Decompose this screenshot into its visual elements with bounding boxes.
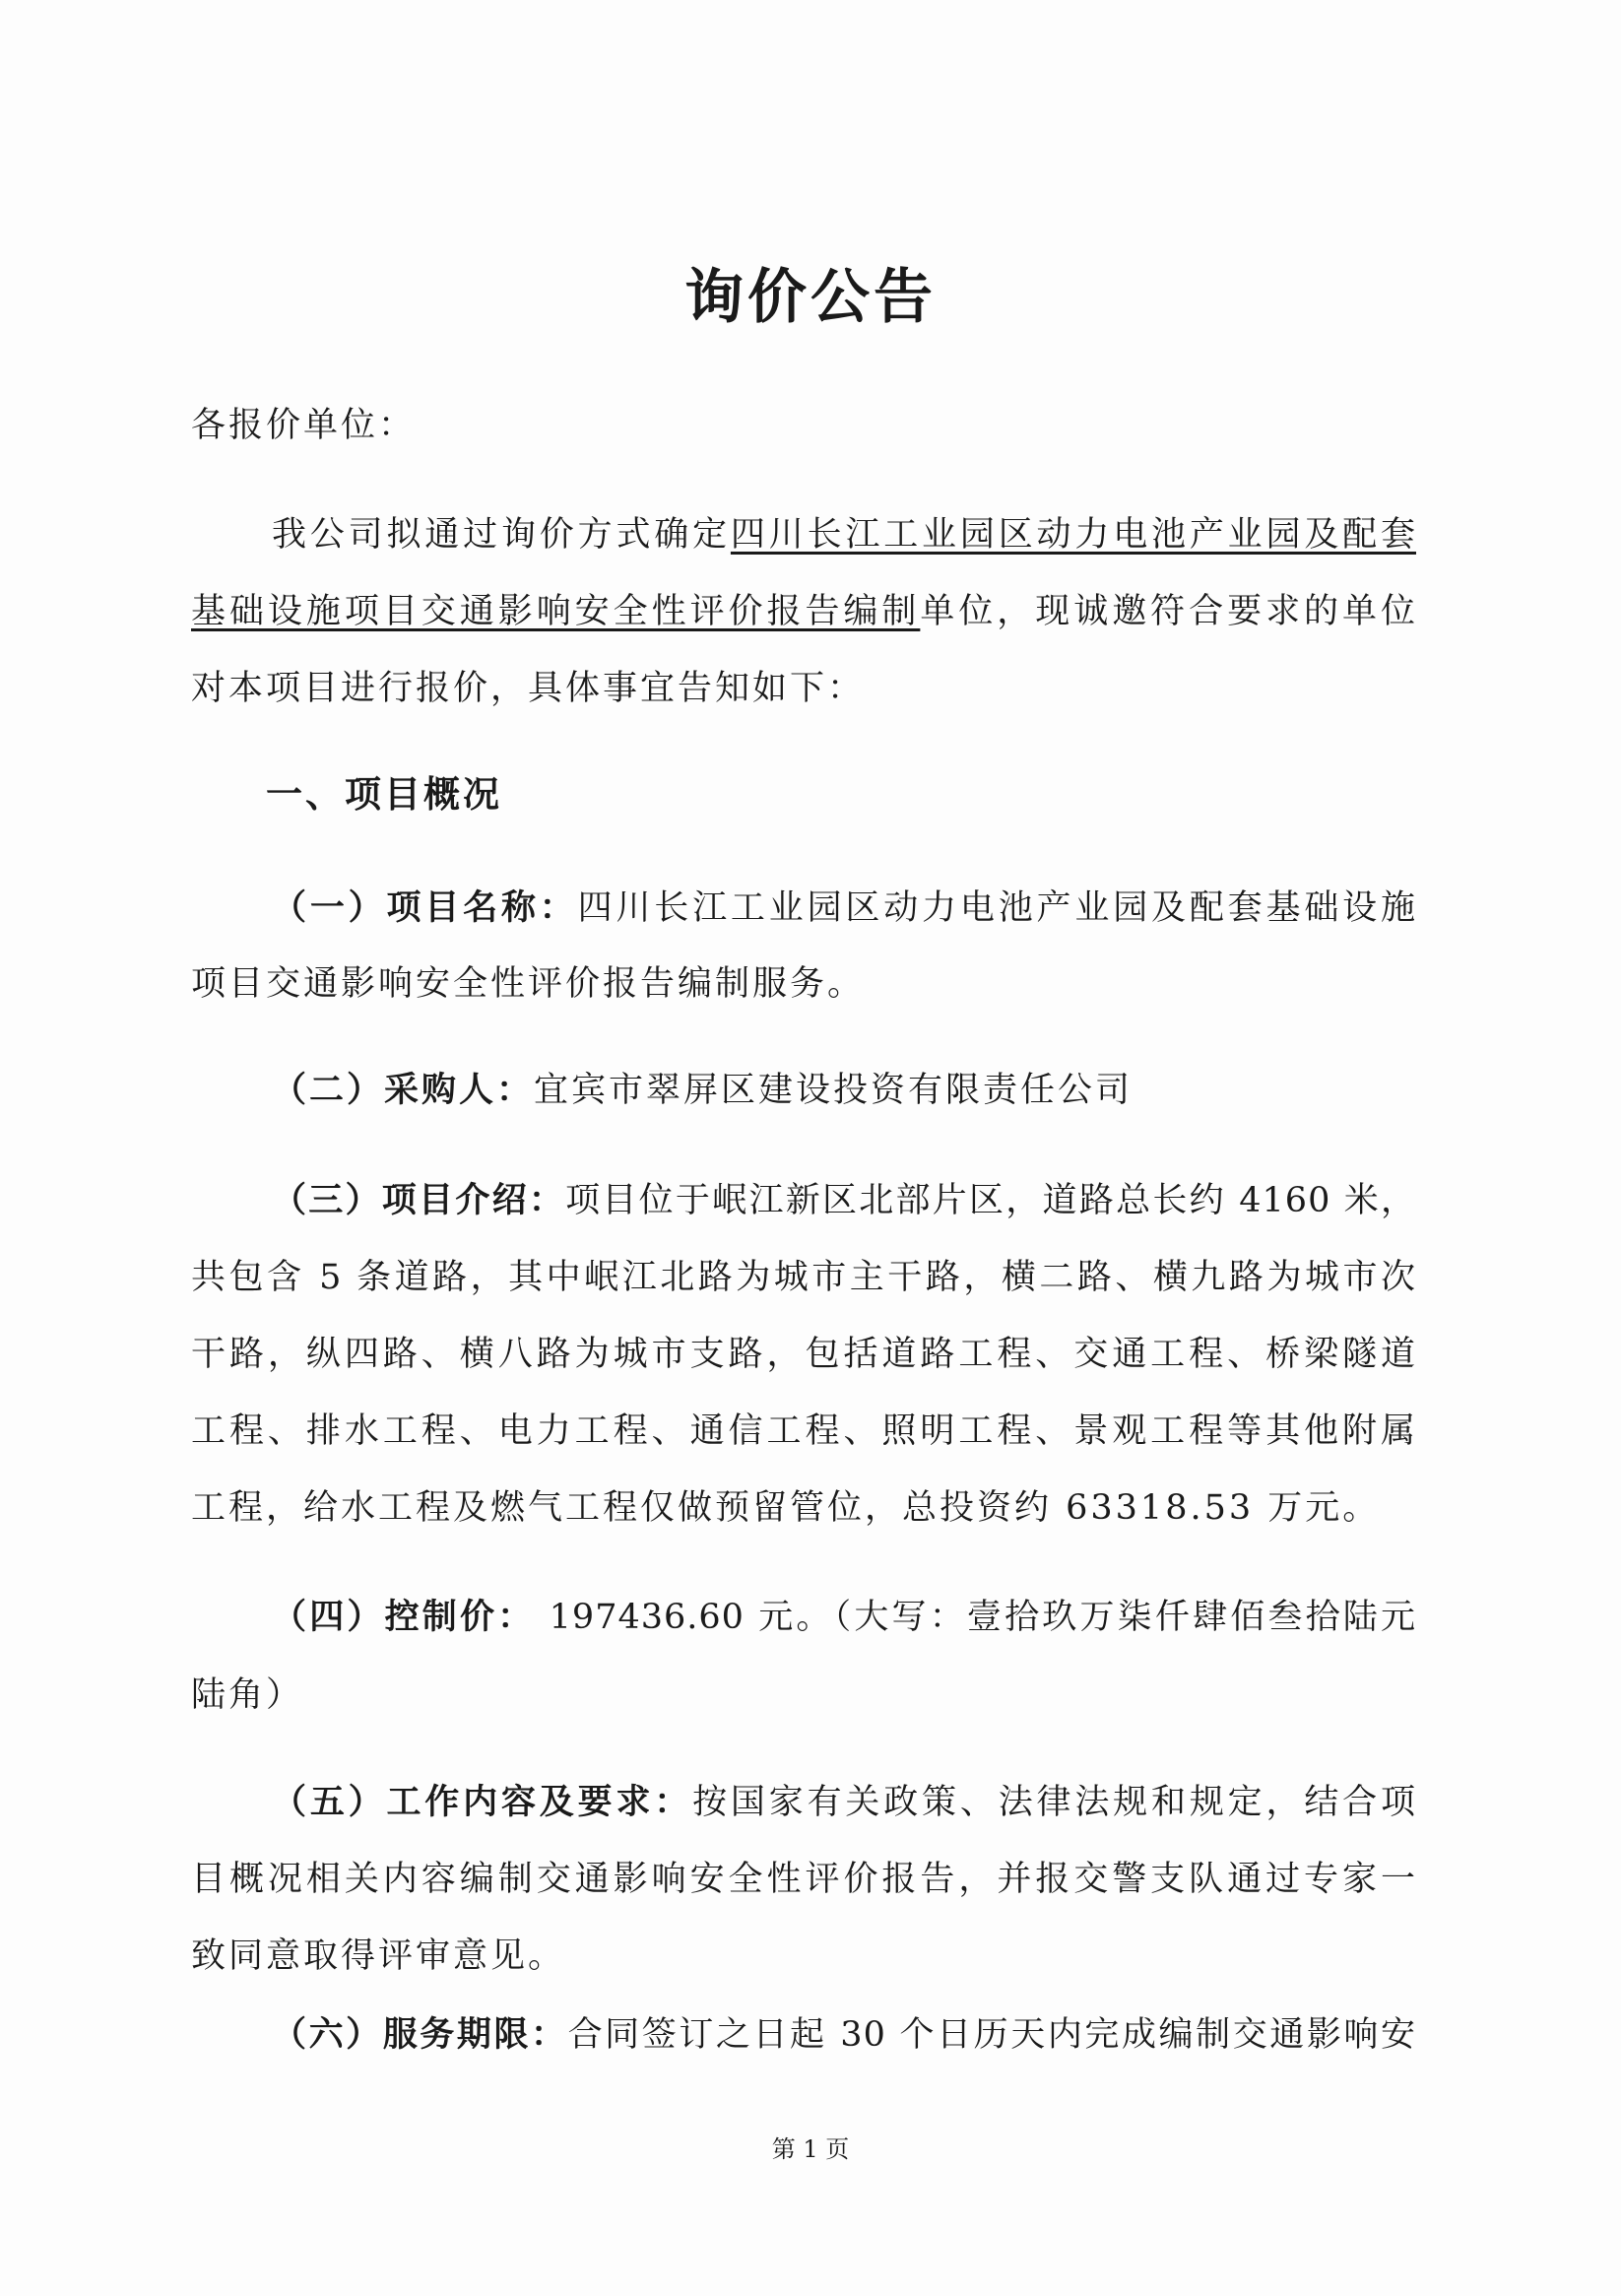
item-3-label: （三）项目介绍： [272,1181,566,1220]
project-name-underlined: 基础设施项目交通影响安全性评价报告编制 [191,592,921,631]
intro-text: 我公司拟通过询价方式确定 [272,515,731,555]
item-5-text: 按国家有关政策、法律法规和规定，结合项 [692,1783,1416,1822]
project-name-underlined: 四川长江工业园区动力电池产业园及配套 [730,515,1416,555]
item-3-line-5: 工程，给水工程及燃气工程仅做预留管位，总投资约 63318.53 万元。 [191,1488,1381,1528]
salutation: 各报价单位： [191,406,417,445]
intro-line-2 [191,587,1416,636]
section-heading-1: 一、项目概况 [266,773,502,816]
item-4-line-2: 陆角） [191,1675,304,1715]
item-3-line-1 [272,1176,1416,1225]
item-4-text: 197436.60 元。（大写：壹拾玖万柒仟肆佰叁拾陆元 [535,1598,1416,1637]
item-3-line-2: 共包含 5 条道路，其中岷江北路为城市主干路，横二路、横九路为城市次 [191,1258,1416,1297]
item-5-label: （五）工作内容及要求： [272,1783,693,1822]
intro-line-1 [272,510,1416,559]
item-1-line-2: 项目交通影响安全性评价报告编制服务。 [191,964,866,1004]
item-2-label: （二）采购人： [272,1071,535,1110]
item-5-line-1 [272,1778,1416,1827]
item-3-line-3: 干路，纵四路、横八路为城市支路，包括道路工程、交通工程、桥梁隧道 [191,1335,1416,1374]
item-5-line-2: 目概况相关内容编制交通影响安全性评价报告，并报交警支队通过专家一 [191,1860,1416,1899]
item-4-line-1 [272,1593,1416,1642]
item-3-line-4: 工程、排水工程、电力工程、通信工程、照明工程、景观工程等其他附属 [191,1411,1416,1451]
intro-line-3: 对本项目进行报价，具体事宜告知如下： [191,669,866,708]
item-2-line [272,1066,1133,1115]
document-title: 询价公告 [684,263,937,332]
item-3-text: 项目位于岷江新区北部片区，道路总长约 4160 米， [565,1181,1416,1220]
page-number: 第 1 页 [771,2135,850,2163]
item-6-text: 合同签订之日起 30 个日历天内完成编制交通影响安 [567,2015,1416,2055]
item-2-text: 宜宾市翠屏区建设投资有限责任公司 [534,1071,1134,1110]
item-4-label: （四）控制价： [272,1598,536,1637]
intro-text: 单位，现诚邀符合要求的单位 [920,592,1416,631]
item-1-text: 四川长江工业园区动力电池产业园及配套基础设施 [577,888,1416,928]
item-6-line-1 [272,2010,1416,2060]
item-5-line-3: 致同意取得评审意见。 [191,1936,566,1976]
item-6-label: （六）服务期限： [272,2015,568,2055]
item-1-label: （一）项目名称： [272,888,578,928]
item-1-line-1 [272,884,1416,933]
